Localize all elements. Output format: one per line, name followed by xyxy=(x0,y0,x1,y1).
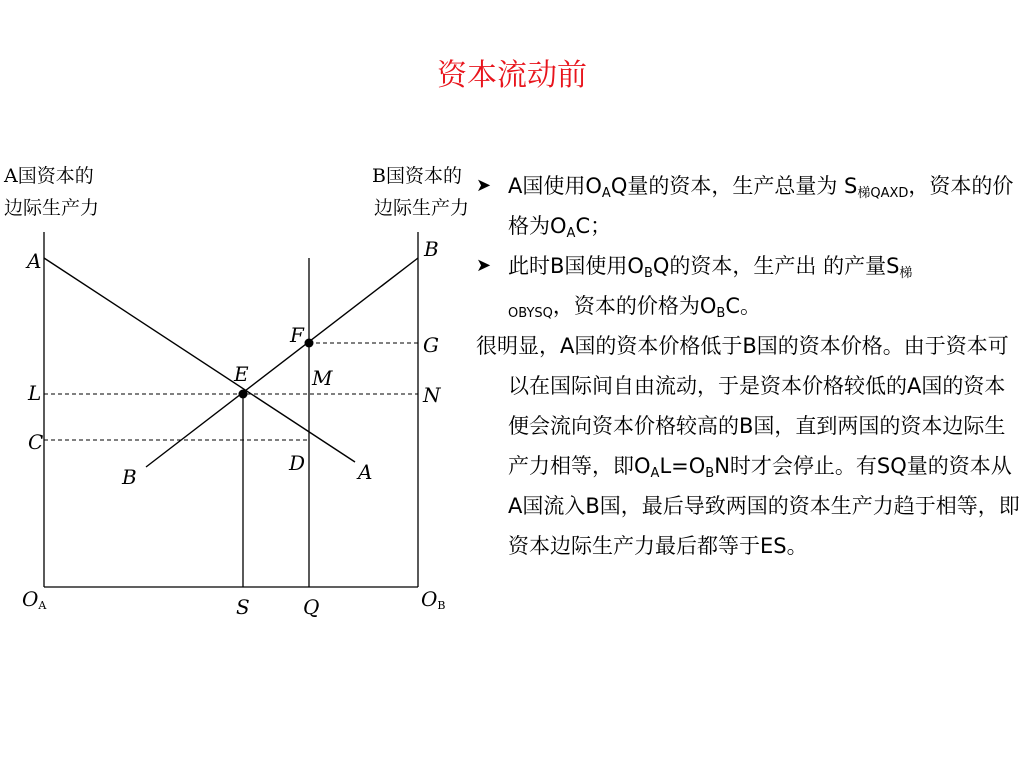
point-e-dot xyxy=(239,390,248,399)
capital-mpk-diagram xyxy=(0,0,470,640)
right-axis-title-line2: 边际生产力 xyxy=(374,197,470,219)
left-axis-title-line1: A国资本的 xyxy=(4,165,94,187)
arrow-bullet-icon: ➤ xyxy=(476,175,492,196)
label-n: N xyxy=(423,383,441,407)
explanation-panel xyxy=(476,166,1021,566)
label-q: Q xyxy=(303,595,320,619)
bullet-country-b: ➤ 此时B国使用$O_BQ$的资本，生产出 的产量$S_梯$ $_{OBYSQ}$，资本的价格为$O_BC$。 xyxy=(476,246,1021,326)
left-axis-title-line2: 边际生产力 xyxy=(4,197,100,219)
label-m: M xyxy=(312,366,333,390)
label-f: F xyxy=(290,323,304,347)
label-s: S xyxy=(236,595,250,619)
label-l: L xyxy=(28,381,42,405)
label-a-bottom: A xyxy=(358,460,373,484)
conclusion-paragraph: 很明显，A国的资本价格低于B国的资本价格。由于资本可以在国际间自由流动，于是资本价格较低的A国的资本便会流向资本价格较高的B国，直到两国的资本边际生产力相等，即$O_AL=O_BN$时才会停止。有SQ量的资本从A国流入B国，最后导致两国的资本生产力趋于相等，即资本边际生产力最后都等于ES。 xyxy=(476,334,1020,558)
right-axis-title-line1: B国资本的 xyxy=(372,165,462,187)
label-d: D xyxy=(289,451,306,475)
country-b-mpk-line xyxy=(146,258,418,467)
label-c: C xyxy=(28,430,44,454)
label-a-top: A xyxy=(27,249,42,273)
label-origin-b: OB xyxy=(421,587,446,612)
label-b-bottom: B xyxy=(122,465,137,489)
label-e: E xyxy=(234,362,249,386)
bullet-country-a: ➤ A国使用$O_AQ$量的资本，生产总量为 $S_{梯QAXD}$，资本的价格为$O_AC$； xyxy=(476,166,1021,246)
label-g: G xyxy=(423,333,439,357)
label-origin-a: OA xyxy=(22,587,47,612)
label-b-top: B xyxy=(424,237,439,261)
slide-title: 资本流动前 xyxy=(437,58,587,93)
arrow-bullet-icon: ➤ xyxy=(476,255,492,276)
point-f-dot xyxy=(305,339,314,348)
